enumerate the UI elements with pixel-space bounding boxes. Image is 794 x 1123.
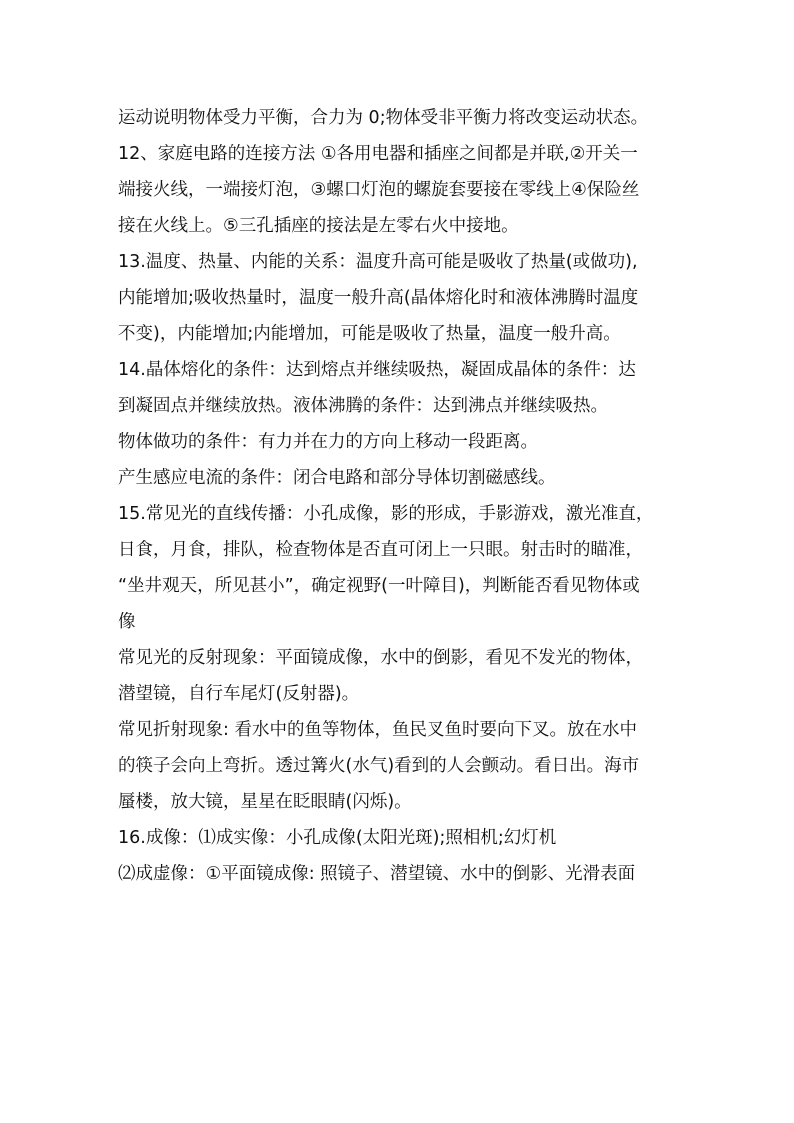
text-line: 物体做功的条件：有力并在力的方向上移动一段距离。 (118, 432, 538, 452)
text-line: 16.成像：⑴成实像：小孔成像(太阳光斑);照相机;幻灯机 (118, 828, 557, 848)
text-line: 常见折射现象: 看水中的鱼等物体，鱼民叉鱼时要向下叉。放在水中 (118, 720, 637, 740)
text-line: 蜃楼，放大镜，星星在眨眼睛(闪烁)。 (118, 792, 412, 812)
text-line: 13.温度、热量、内能的关系：温度升高可能是吸收了热量(或做功), (118, 252, 638, 272)
text-line: “坐井观天，所见甚小”，确定视野(一叶障目)，判断能否看见物体或 (118, 576, 640, 596)
text-line: 到凝固点并继续放热。液体沸腾的条件：达到沸点并继续吸热。 (118, 396, 608, 416)
text-line: 15.常见光的直线传播：小孔成像，影的形成，手影游戏，激光准直， (118, 504, 654, 524)
text-line: 14.晶体熔化的条件：达到熔点并继续吸热，凝固成晶体的条件：达 (118, 360, 636, 380)
text-line: 像 (118, 612, 136, 632)
text-line: 常见光的反射现象：平面镜成像，水中的倒影，看见不发光的物体， (118, 648, 643, 668)
text-line: 端接火线，一端接灯泡，③螺口灯泡的螺旋套要接在零线上④保险丝 (118, 180, 640, 200)
text-line: 运动说明物体受力平衡，合力为 0;物体受非平衡力将改变运动状态。 (118, 108, 649, 128)
text-line: ⑵成虚像：①平面镜成像: 照镜子、潜望镜、水中的倒影、光滑表面 (118, 864, 636, 884)
text-line: 内能增加;吸收热量时，温度一般升高(晶体熔化时和液体沸腾时温度 (118, 288, 639, 308)
text-line: 的筷子会向上弯折。透过篝火(水气)看到的人会颤动。看日出。海市 (118, 756, 640, 776)
text-line: 潜望镜，自行车尾灯(反射器)。 (118, 684, 360, 704)
text-line: 接在火线上。⑤三孔插座的接法是左零右火中接地。 (118, 216, 519, 236)
text-line: 12、家庭电路的连接方法 ①各用电器和插座之间都是并联,②开关一 (118, 144, 638, 164)
text-line: 不变)，内能增加;内能增加，可能是吸收了热量，温度一般升高。 (118, 324, 621, 344)
text-line: 产生感应电流的条件：闭合电路和部分导体切割磁感线。 (118, 468, 556, 488)
document-body (118, 100, 680, 892)
text-line: 日食，月食，排队，检查物体是否直可闭上一只眼。射击时的瞄准， (118, 540, 643, 560)
